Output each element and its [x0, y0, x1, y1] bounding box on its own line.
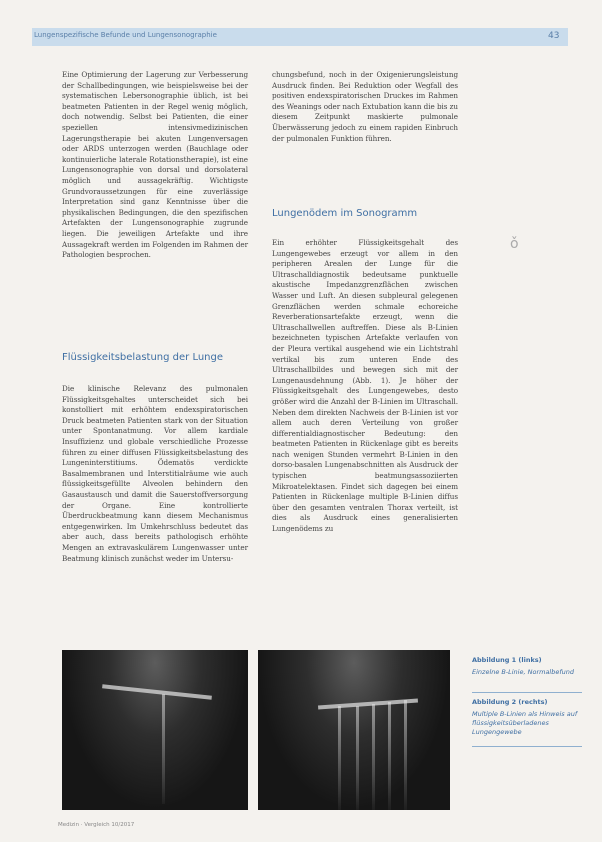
- paragraph: Eine Optimierung der Lagerung zur Verbesserung der Schallbedingungen, wie beispielsweise bei der systematischen Lebersonographie üblich, ist bei beatmeten Patienten in der Regel wenig möglich, doch notwendig. Selbst bei Patienten, die einer speziellen intensivmedizinischen Lagerungstherapie bei akuten Lungenversagen oder ARDS unterzogen werden (Bauchlage oder kontinuierliche laterale Rotationstherapie), ist eine Lungensonographie von dorsal und dorsolateral möglich und aussagekräftig. Wichtigste Grundvoraussetzungen für eine zuverlässige Interpretation sind ganz Kenntnisse über die physikalischen Bedingungen, die den spezifischen Artefakten der Lungensonographie zugrunde liegen. Die jeweiligen Artefakte und ihre Aussagekraft werden im Folgenden im Rahmen der Pathologien besprochen.: [62, 70, 248, 260]
- section-heading: Flüssigkeitsbelastung der Lunge: [62, 352, 224, 363]
- paragraph: Ein erhöhter Flüssigkeitsgehalt des Lungengewebes erzeugt vor allem in den peripheren Arealen der Lunge für die Ultraschalldiagnostik bedeutsame punktuelle akustische Impedanzgrenzflächen zwischen Wasser und Luft. An diesen subpleural gelegenen Grenzflächen werden schmale echoreiche Reverberationsartefakte erzeugt, wenn die Ultraschallwellen auftreffen. Diese als B-Linien bezeichneten typischen Artefakte verlaufen von der Pleura vertikal ausgehend wie ein Lichtstrahl vertikal bis zum unteren Ende des Ultraschallbildes und bewegen sich mit der Lungenausdehnung (Abb. 1). Je höher der Flüssigkeitsgehalt des Lungengewebes, desto größer wird die Anzahl der B-Linien im Ultraschall. Neben dem direkten Nachweis der B-Linien ist vor allem auch deren Verteilung von großer differentialdiagnostischer Bedeutung: den beatmeten Patienten in Rückenlage gibt es bereits nach wenigen Stunden vermehrt B-Linien in den dorso-basalen Lungenabschnitten als Ausdruck der typischen beatmungsassoziierten Mikroatelektasen. Findet sich dagegen bei einem Patienten in Rückenlage multiple B-Linien diffus über den gesamten ventralen Thorax verteilt, ist dies als Ausdruck eines generalisierten Lungenödems zu: [272, 238, 458, 534]
- figure-2-caption-label: Abbildung 2 (rechts): [472, 698, 548, 706]
- b-line: [356, 706, 359, 810]
- caption-divider: [472, 746, 582, 747]
- b-line: [404, 700, 407, 810]
- pencil-mark: ǒ: [510, 236, 519, 252]
- b-line: [388, 702, 391, 810]
- left-column: [62, 70, 248, 261]
- figure-1-caption-label: Abbildung 1 (links): [472, 656, 542, 664]
- b-line: [162, 694, 165, 804]
- b-line: [372, 704, 375, 810]
- figure-2-ultrasound-image: [258, 650, 450, 810]
- page-number: 43: [548, 31, 560, 41]
- ultrasound-fan: [62, 650, 248, 810]
- figure-1-caption: Einzelne B-Linie, Normalbefund: [472, 668, 575, 676]
- page-footer: Medizin · Vergleich 10/2017: [58, 822, 135, 828]
- figure-1-ultrasound-image: [62, 650, 248, 810]
- b-line: [338, 706, 341, 810]
- ultrasound-fan: [258, 650, 450, 810]
- figure-2-caption: Multiple B-Linien als Hinweis auf flüssigkeitsüberladenes Lungengewebe: [472, 710, 578, 736]
- running-header: Lungenspezifische Befunde und Lungensonographie: [34, 31, 217, 39]
- section-heading: Lungenödem im Sonogramm: [272, 208, 418, 219]
- middle-column: [272, 70, 458, 144]
- paragraph: Die klinische Relevanz des pulmonalen Flüssigkeitsgehaltes unterscheidet sich bei konstolliert mit erhöhtem endexspiratorischen Druck beatmeten Patienten stark von der Situation unter Spontanatmung. Vor allem kardiale Insuffizienz und globale verschiedliche Prozesse führen zu einer diffusen Flüssigkeitsbelastung des Lungeninterstitiums. Ödematös verdickte Basalmembranen und Interstitialräume wie auch flüssigkeitsgefüllte Alveolen behindern den Gasaustausch und damit die Sauerstoffversorgung der Organe. Eine kontrollierte Überdruckbeatmung kann diesem Mechanismus entgegenwirken. Im Umkehrschluss bedeutet das aber auch, dass bereits pathologisch erhöhte Mengen an extravaskulärem Lungenwasser unter Beatmung klinisch zunächst weder im Untersu-: [62, 384, 248, 563]
- paragraph: chungsbefund, noch in der Oxigenierungsleistung Ausdruck finden. Bei Reduktion oder Wegfall des positiven endexspiratorischen Druckes im Rahmen des Weanings oder nach Extubation kann die bis zu diesem Zeitpunkt maskierte pulmonale Überwässerung jedoch zu einem rapiden Einbruch der pulmonalen Funktion führen.: [272, 70, 458, 143]
- caption-divider: [472, 692, 582, 693]
